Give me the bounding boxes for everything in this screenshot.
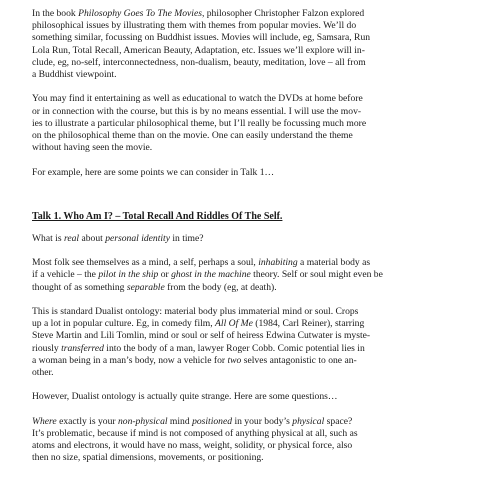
text-line: a Buddhist viewpoint. bbox=[32, 69, 117, 81]
text-line: In the book Philosophy Goes To The Movies, philosopher Christopher Falzon explored bbox=[32, 8, 365, 19]
document-page bbox=[32, 8, 480, 465]
text-line: thought of as something separable from the body (eg, at death). bbox=[32, 281, 277, 293]
text-line: a woman being in a man’s body, now a vehicle for two selves antagonistic to one an- bbox=[32, 354, 357, 366]
text-line: It’s problematic, because if mind is not composed of anything physical at all, such as bbox=[32, 428, 358, 439]
talk-heading: Talk 1. Who Am I? – Total Recall And Riddles Of The Self. bbox=[32, 210, 283, 222]
text-line: philosophical issues by illustrating them with themes from popular movies. We’ll do bbox=[32, 20, 357, 32]
text-line: This is standard Dualist ontology: material body plus immaterial mind or soul. Crops bbox=[32, 306, 359, 317]
text-line: if a vehicle – the pilot in the ship or ghost in the machine theory. Self or soul might even be bbox=[32, 269, 383, 281]
question-real-paragraph: What is real about personal identity in time? bbox=[32, 232, 204, 244]
text-line: riously transferred into the body of a man, lawyer Roger Cobb. Comic potential lies in bbox=[32, 342, 365, 354]
text-line: Steve Martin and Lili Tomlin, mind or soul or self of heiress Edwina Cutwater is myste- bbox=[32, 330, 371, 342]
dualist-paragraph bbox=[32, 306, 480, 379]
text-line: or in connection with the course, but this is by no means essential. I will use the mov- bbox=[32, 105, 362, 117]
text-line: You may find it entertaining as well as educational to watch the DVDs at home before bbox=[32, 93, 363, 105]
text-line: atoms and electrons, it would have no mass, weight, solidity, or physical force, also bbox=[32, 440, 353, 452]
example-paragraph: For example, here are some points we can consider in Talk 1… bbox=[32, 166, 275, 178]
where-paragraph bbox=[32, 416, 480, 465]
text-line: on the philosophical theme than on the movie. One can easily understand the theme bbox=[32, 130, 353, 142]
text-line: clude, eg, no-self, interconnectedness, non-dualism, beauty, meditation, love – all from bbox=[32, 56, 366, 68]
intro-paragraph bbox=[32, 8, 480, 81]
text-line: other. bbox=[32, 367, 54, 379]
text-line: then no size, spatial dimensions, movements, or positioning. bbox=[32, 452, 264, 464]
text-line: up a lot in popular culture. Eg, in comedy film, All Of Me (1984, Carl Reiner), starring bbox=[32, 318, 365, 330]
text-line: Lola Run, Total Recall, American Beauty, Adaptation, etc. Issues we’ll explore will in- bbox=[32, 44, 365, 56]
text-line: Where exactly is your non-physical mind positioned in your body’s physical space? bbox=[32, 415, 353, 427]
however-paragraph: However, Dualist ontology is actually quite strange. Here are some questions… bbox=[32, 391, 338, 403]
text-line: Most folk see themselves as a mind, a self, perhaps a soul, inhabiting a material body as bbox=[32, 257, 371, 269]
dvds-paragraph bbox=[32, 93, 480, 154]
text-line: ies to illustrate a particular philosophical theme, but I’ll really be focussing much more bbox=[32, 117, 367, 129]
text-line: something similar, focussing on Buddhist issues. Movies will include, eg, Samsara, Run bbox=[32, 32, 371, 44]
mind-paragraph bbox=[32, 257, 480, 294]
text-line: without having seen the movie. bbox=[32, 142, 153, 154]
